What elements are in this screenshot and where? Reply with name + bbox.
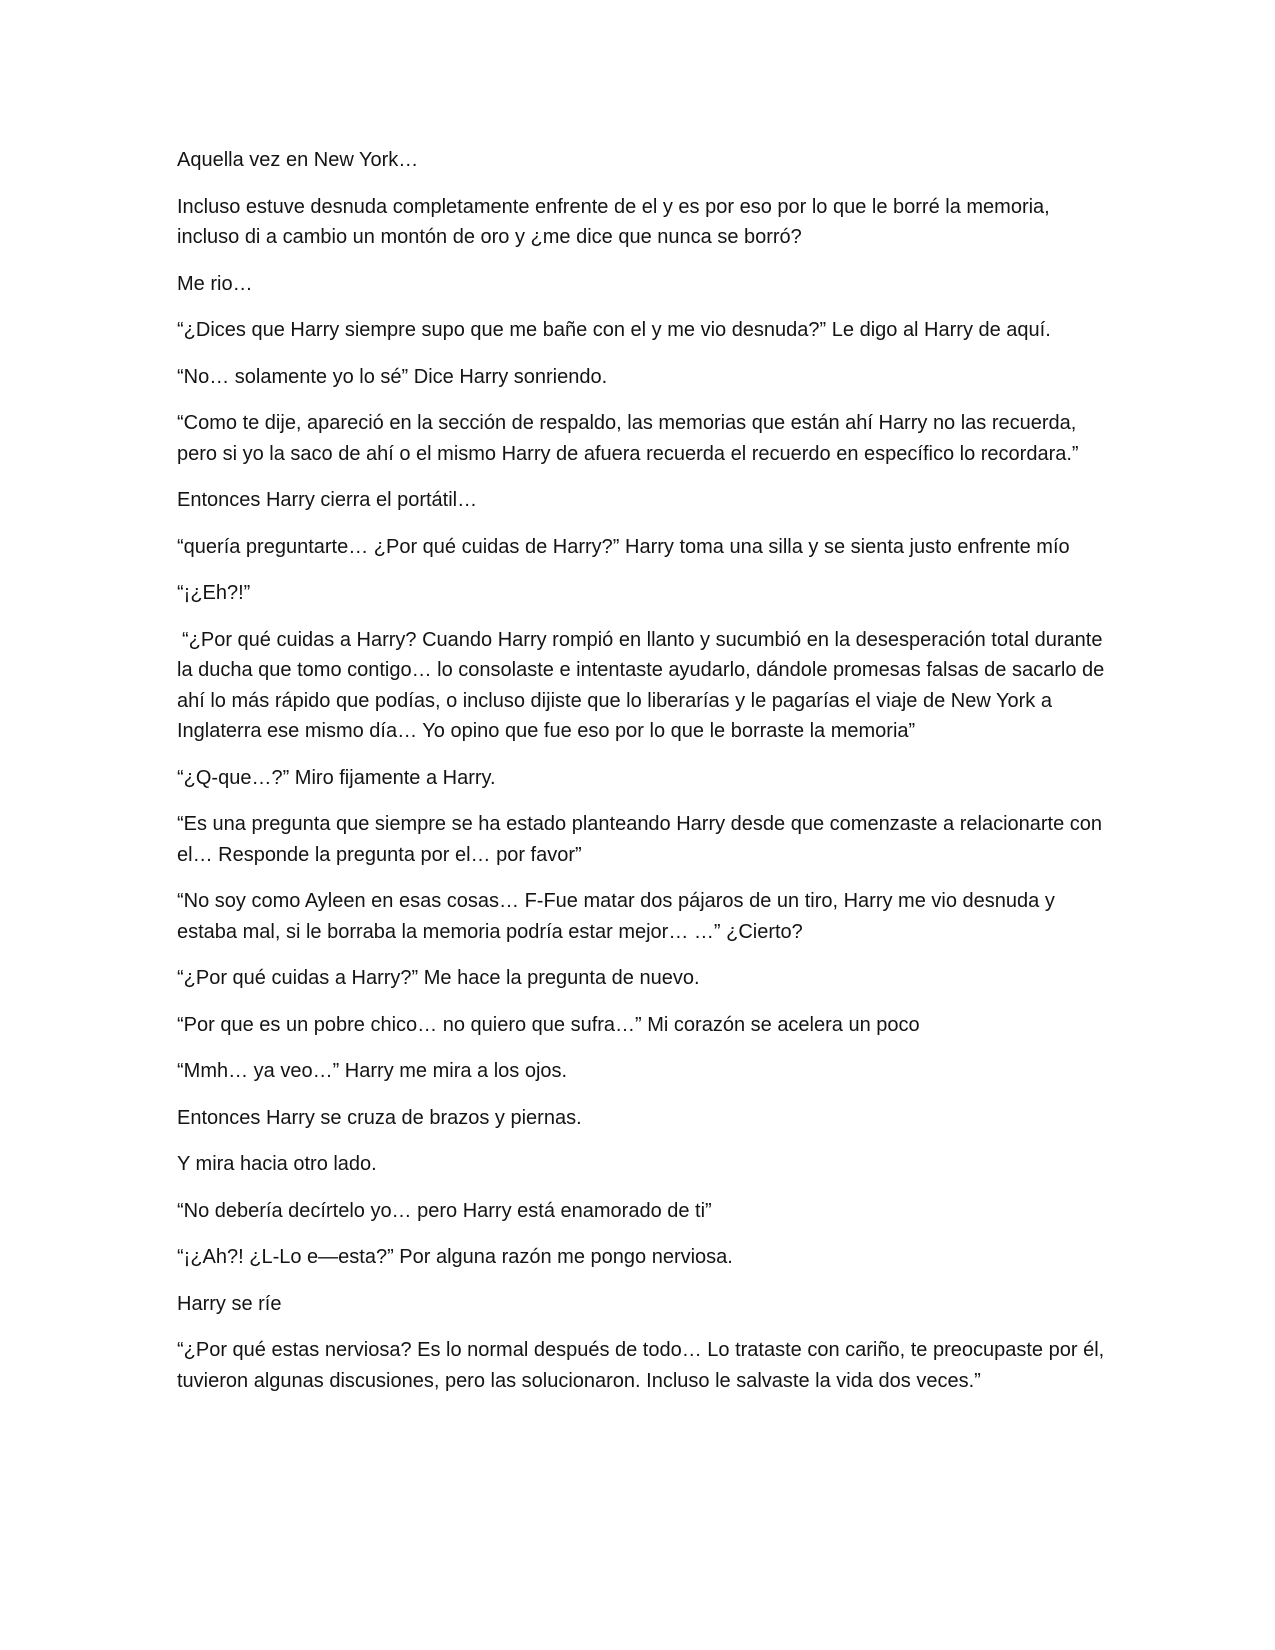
paragraph: “No… solamente yo lo sé” Dice Harry sonriendo. [177,365,608,388]
paragraph: Me rio… [177,272,253,295]
paragraph: Incluso estuve desnuda completamente enfrente de el y es por eso por lo que le borré la memoria, incluso di a cambio un montón de oro y ¿me dice que nunca se borró? [177,195,1050,248]
paragraph: “¿Dices que Harry siempre supo que me bañe con el y me vio desnuda?” Le digo al Harry de aquí. [177,319,1051,341]
paragraph: “Es una pregunta que siempre se ha estado planteando Harry desde que comenzaste a relacionarte con el… Responde la pregunta por el… por favor” [177,813,1103,866]
paragraph: “¿Q-que…?” Miro fijamente a Harry. [177,766,496,789]
paragraph: “¿Por qué cuidas a Harry? Cuando Harry rompió en llanto y sucumbió en la desesperación total durante la ducha que tomo contigo… lo consolaste e intentaste ayudarlo, dándole promesas falsas de sacarlo de ahí lo más rápido que podías, o incluso dijiste que lo liberarías y le pagarías el viaje de New York a Inglaterra ese mismo día… Yo opino que fue eso por lo que le borraste la memoria” [177,628,1105,742]
paragraph: “¡¿Eh?!” [177,582,251,604]
paragraph: “¿Por qué estas nerviosa? Es lo normal después de todo… Lo trataste con cariño, te preocupaste por él, tuvieron algunas discusiones, pero las solucionaron. Incluso le salvaste la vida dos veces.” [177,1339,1105,1392]
paragraph: Harry se ríe [177,1292,282,1315]
paragraph: Entonces Harry se cruza de brazos y piernas. [177,1106,582,1129]
paragraph: “Por que es un pobre chico… no quiero que sufra…” Mi corazón se acelera un poco [177,1013,920,1036]
paragraph: “Mmh… ya veo…” Harry me mira a los ojos. [177,1060,568,1082]
paragraph: Y mira hacia otro lado. [177,1153,377,1175]
paragraph: “Como te dije, apareció en la sección de respaldo, las memorias que están ahí Harry no las recuerda, pero si yo la saco de ahí o el mismo Harry de afuera recuerda el recuerdo en específico lo recordara.” [177,412,1079,465]
paragraph: “No debería decírtelo yo… pero Harry está enamorado de ti” [177,1199,712,1222]
paragraph: “No soy como Ayleen en esas cosas… F-Fue matar dos pájaros de un tiro, Harry me vio desnuda y estaba mal, si le borraba la memoria podría estar mejor… …” ¿Cierto? [177,890,1055,943]
paragraph: “¿Por qué cuidas a Harry?” Me hace la pregunta de nuevo. [177,967,700,989]
paragraph: “¡¿Ah?! ¿L-Lo e—esta?” Por alguna razón me pongo nerviosa. [177,1246,733,1268]
paragraph: Aquella vez en New York… [177,149,419,171]
document-body [177,145,1107,1412]
paragraph: Entonces Harry cierra el portátil… [177,489,478,511]
paragraph: “quería preguntarte… ¿Por qué cuidas de Harry?” Harry toma una silla y se sienta justo enfrente mío [177,535,1070,558]
